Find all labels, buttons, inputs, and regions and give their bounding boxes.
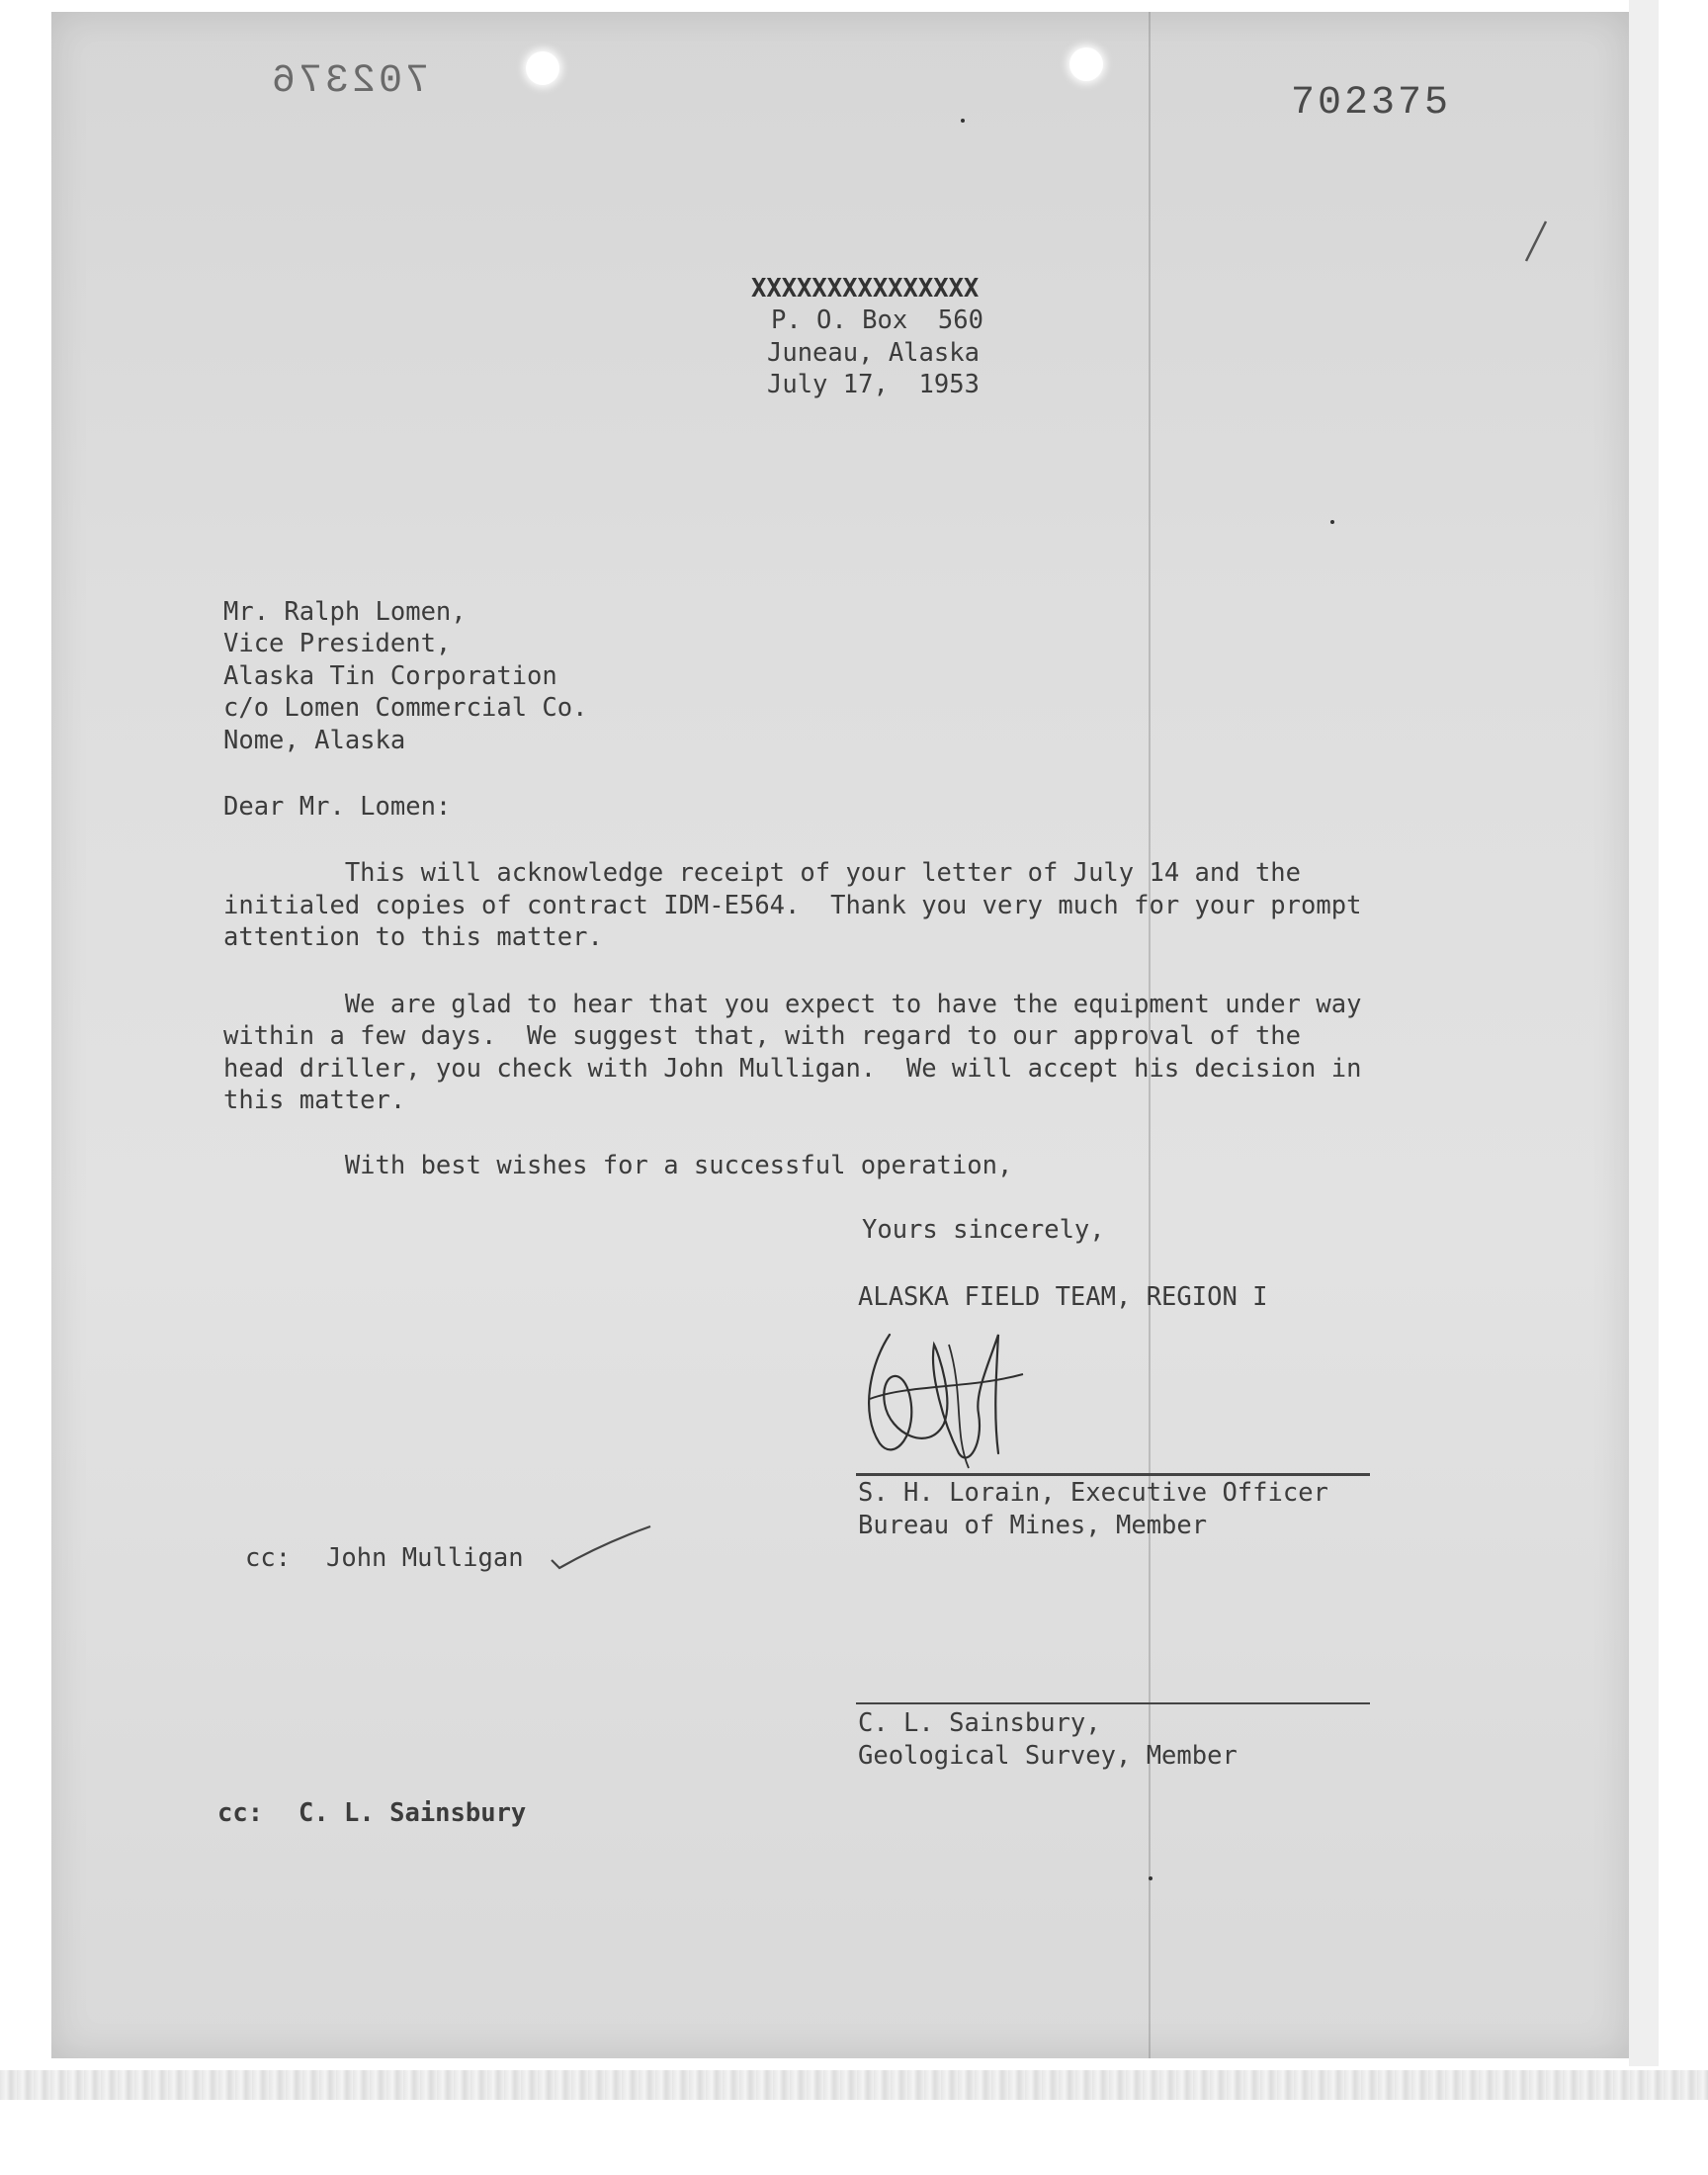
handwritten-signature — [850, 1305, 1048, 1483]
paragraph2-line1: We are glad to hear that you expect to have the equipment under way — [223, 990, 1362, 1019]
paragraph1-line1: This will acknowledge receipt of your letter of July 14 and the — [223, 858, 1302, 888]
recipient-name: Mr. Ralph Lomen, — [223, 597, 467, 627]
recipient-care-of: c/o Lomen Commercial Co. — [223, 693, 588, 723]
punch-hole-left — [526, 51, 559, 85]
file-number-stamp: 702375 — [1291, 81, 1452, 126]
signatory2-name: C. L. Sainsbury, — [858, 1708, 1101, 1738]
recipient-city: Nome, Alaska — [223, 726, 406, 755]
paragraph3: With best wishes for a successful operation, — [223, 1151, 1013, 1180]
signatory2-agency: Geological Survey, Member — [858, 1741, 1238, 1771]
cc-name-1: John Mulligan — [326, 1543, 524, 1573]
paragraph1-line2: initialed copies of contract IDM-E564. Thank you very much for your prompt — [223, 891, 1362, 920]
paragraph2-line2: within a few days. We suggest that, with regard to our approval of the — [223, 1021, 1302, 1051]
punch-hole-right — [1069, 47, 1103, 81]
letterhead-city: Juneau, Alaska — [767, 338, 980, 368]
signatory1-agency: Bureau of Mines, Member — [858, 1511, 1208, 1540]
scan-edge-bottom — [0, 2070, 1708, 2100]
cc-label-2: cc: — [217, 1798, 264, 1828]
complimentary-close: Yours sincerely, — [862, 1215, 1105, 1245]
checkmark-icon — [548, 1522, 656, 1572]
salutation: Dear Mr. Lomen: — [223, 792, 452, 822]
recipient-title: Vice President, — [223, 629, 452, 658]
cc-label-1: cc: — [245, 1543, 292, 1573]
team-name: ALASKA FIELD TEAM, REGION I — [858, 1282, 1268, 1312]
signature-line-lorain — [856, 1473, 1370, 1476]
letterhead-po-box: P. O. Box 560 — [771, 305, 983, 335]
paragraph2-line4: this matter. — [223, 1086, 406, 1115]
cc-name-2: C. L. Sainsbury — [299, 1798, 527, 1828]
mirrored-file-number: 702376 — [269, 59, 430, 104]
scan-edge-right — [1629, 0, 1659, 2066]
signature-line-sainsbury — [856, 1702, 1370, 1704]
signatory1-name: S. H. Lorain, Executive Officer — [858, 1478, 1328, 1508]
corner-tick-mark — [1520, 218, 1550, 267]
paragraph2-line3: head driller, you check with John Mulligan. We will accept his decision in — [223, 1054, 1362, 1084]
paragraph1-line3: attention to this matter. — [223, 922, 603, 952]
letterhead-struck-line: XXXXXXXXXXXXXXX — [751, 274, 980, 304]
recipient-company: Alaska Tin Corporation — [223, 661, 557, 691]
letter-date: July 17, 1953 — [767, 370, 980, 399]
